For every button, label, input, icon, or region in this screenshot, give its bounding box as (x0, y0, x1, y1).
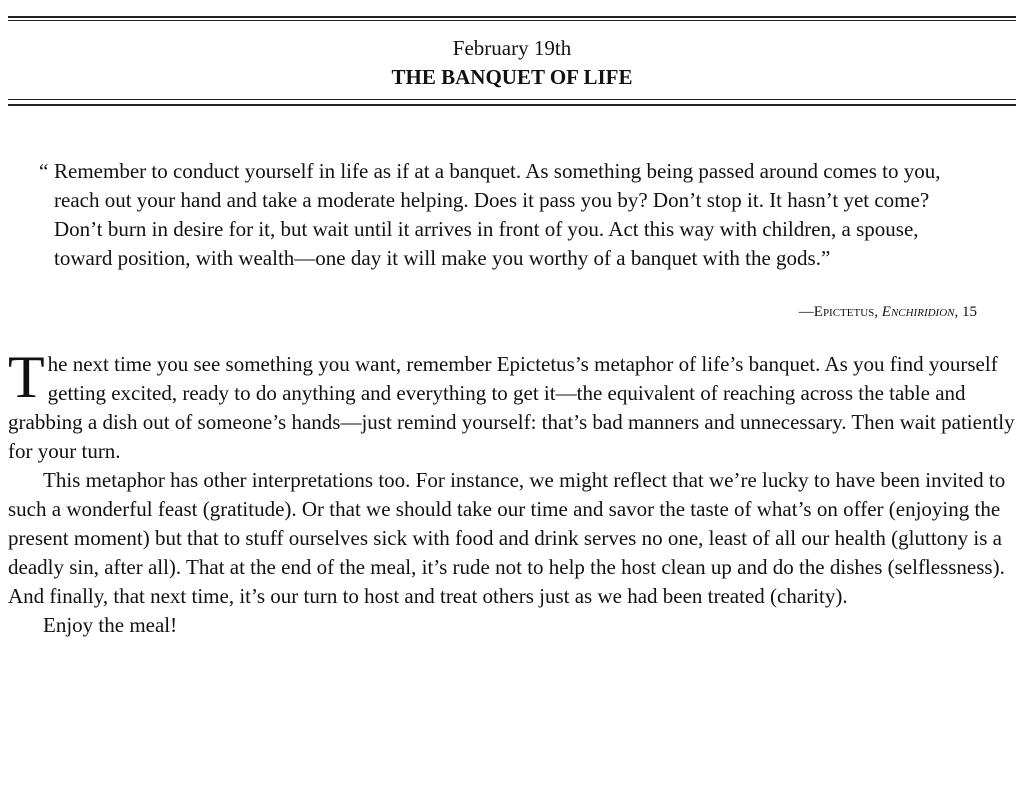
commentary-paragraph-2: This metaphor has other interpretations too. For instance, we might reflect that we’re lucky to have been invited to such a wonderful feast (gratitude). Or that we should take our time and savor the taste of what’s on offer (enjoying the present moment) but that to stuff ourselves sick with food and drink serves no one, least of all our health (gluttony is a deadly sin, after all). That at the end of the meal, it’s rude not to help the host clean up and do the dishes (selflessness). And finally, that next time, it’s our turn to host and treat others just as we had been treated (charity). (8, 468, 1006, 608)
header-bottom-rule (8, 104, 1016, 106)
header-bottom-rule-inner (8, 99, 1016, 100)
attribution-author: —Epictetus, (798, 304, 879, 320)
header-top-rule (8, 16, 1016, 18)
page-title: THE BANQUET OF LIFE (391, 65, 633, 89)
quote-open-mark: “ (39, 159, 49, 183)
commentary-paragraph-3: Enjoy the meal! (43, 613, 178, 637)
page-date: February 19th (452, 36, 572, 60)
commentary (8, 344, 1016, 640)
commentary-paragraph-1 (8, 344, 1016, 466)
quote-text: Remember to conduct yourself in life as if at a banquet. As something being passed around comes to you, reach out your hand and take a moderate helping. Does it pass you by? Don’t stop it. It hasn’t yet come? Don’t burn in desire for it, but wait until it arrives in front of you. Act this way with children, a spouse, toward position, with wealth—one day it will make you worthy of a banquet with the gods.” (54, 159, 941, 270)
paragraph-1-text: he next time you see something you want, remember Epictetus’s metaphor of life’s banquet. As you find yourself getting excited, ready to do anything and everything to get it—the equivalent of reaching across the table and grabbing a dish out of someone’s hands—just remind yourself: that’s bad manners and unnecessary. Then wait patiently for your turn. (8, 352, 1015, 463)
attribution-work: Enchiridion (881, 304, 955, 320)
quote-attribution (799, 301, 977, 323)
attribution-section: , 15 (954, 304, 977, 320)
drop-cap: T (8, 344, 45, 410)
epigraph-quote (39, 157, 972, 273)
header-top-rule-inner (8, 20, 1016, 21)
